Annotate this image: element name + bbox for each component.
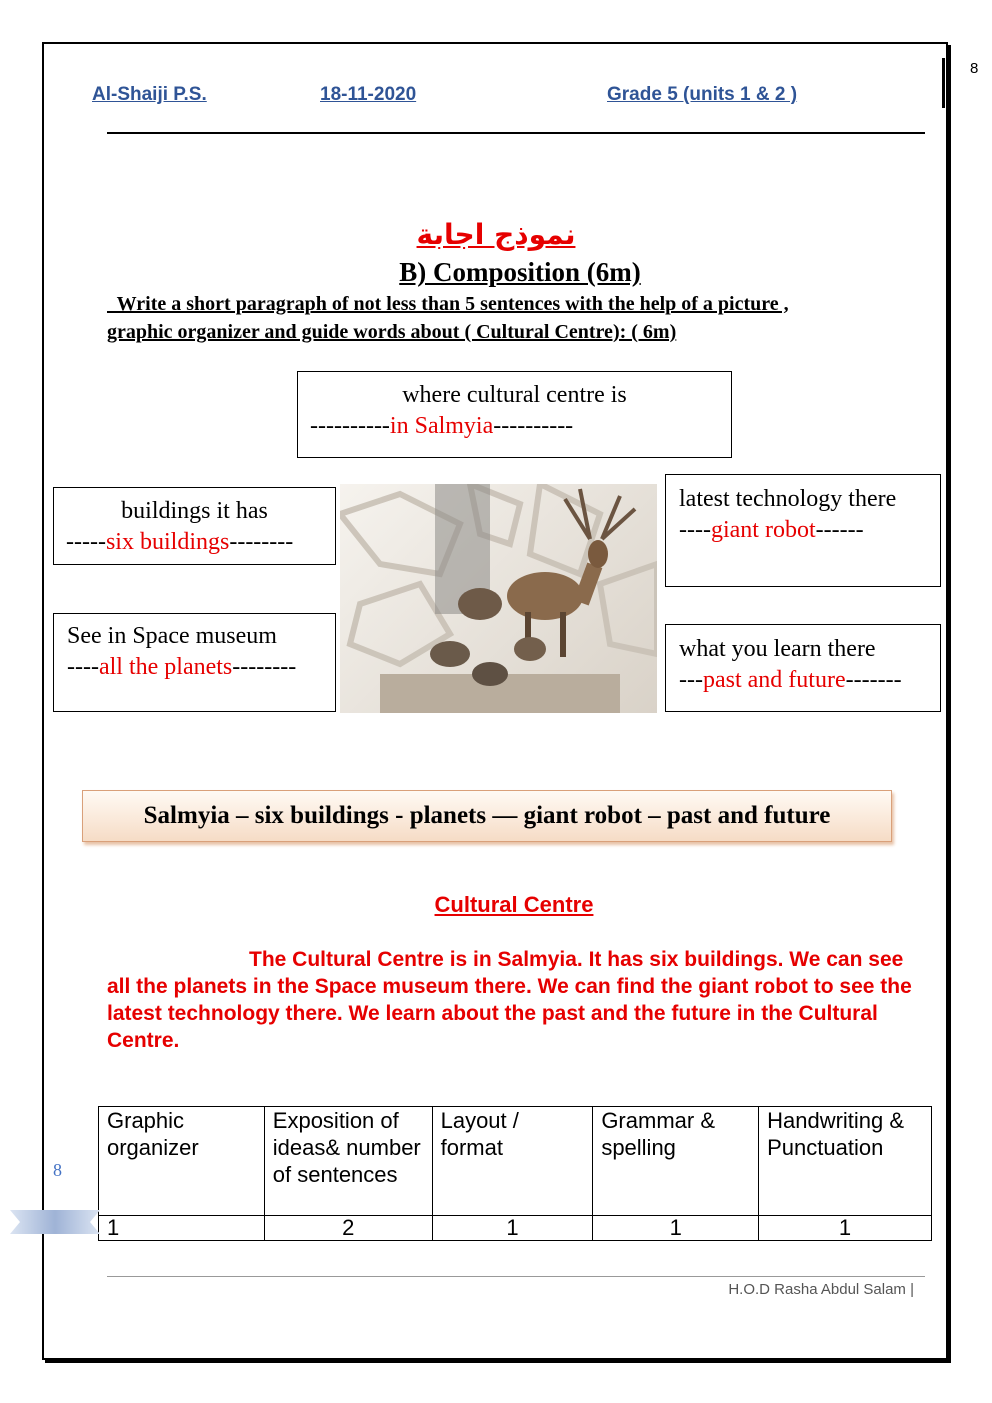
organizer-answer-line — [54, 652, 335, 683]
organizer-answer: all the planets — [98, 654, 233, 680]
organizer-prompt: See in Space museum — [67, 623, 277, 649]
dash-prefix: ----- — [66, 529, 106, 555]
marks-table — [98, 1106, 932, 1241]
dash-prefix: ---------- — [310, 413, 390, 439]
organizer-answer: past and future — [702, 667, 846, 693]
dash-suffix: ------ — [815, 517, 864, 543]
side-page-number: 8 — [53, 1160, 62, 1180]
marks-value-cell: 1 — [432, 1216, 593, 1241]
organizer-prompt: latest technology there — [679, 486, 897, 512]
school-name: Al-Shaiji P.S. — [92, 84, 207, 105]
organizer-box-technology — [665, 474, 941, 587]
marks-header-row — [99, 1107, 932, 1216]
dash-suffix: -------- — [232, 654, 297, 680]
dash-suffix: -------- — [229, 529, 294, 555]
organizer-prompt: buildings it has — [121, 498, 268, 524]
guide-words-banner: Salmyia – six buildings - planets — giant robot – past and future — [82, 790, 892, 842]
organizer-box-learn — [665, 624, 941, 712]
page-ribbon-decoration — [10, 1206, 100, 1238]
answer-key-title: نموذج اجابة — [416, 218, 576, 251]
organizer-box-location — [297, 371, 732, 458]
organizer-answer-line — [298, 411, 731, 442]
organizer-answer-line — [666, 515, 940, 546]
organizer-answer: six buildings — [105, 529, 230, 555]
answer-title: Cultural Centre — [434, 892, 594, 917]
marks-values-row — [99, 1216, 932, 1241]
dash-prefix: --- — [679, 667, 703, 693]
marks-value-cell: 1 — [593, 1216, 759, 1241]
organizer-box-space-museum — [53, 613, 336, 712]
organizer-answer: in Salmyia — [389, 413, 494, 439]
organizer-prompt: where cultural centre is — [402, 382, 627, 408]
footer-author: H.O.D Rasha Abdul Salam | — [728, 1281, 914, 1298]
marks-header-cell: Exposition of ideas& number of sentences — [264, 1107, 432, 1216]
organizer-answer-line — [54, 527, 335, 558]
museum-animals-illustration — [340, 484, 657, 713]
marks-value-cell: 1 — [759, 1216, 932, 1241]
page-number-bar — [942, 58, 945, 108]
organizer-answer: giant robot — [710, 517, 816, 543]
marks-value-cell: 1 — [99, 1216, 265, 1241]
organizer-box-buildings — [53, 487, 336, 565]
composition-instruction — [107, 290, 927, 346]
dash-prefix: ---- — [679, 517, 711, 543]
marks-value-cell: 2 — [264, 1216, 432, 1241]
organizer-prompt: what you learn there — [679, 636, 876, 662]
answer-paragraph: The Cultural Centre is in Salmyia. It has six buildings. We can see all the planets in the Space museum there. We can find the giant robot to see the latest technology there. We learn about the past and the future in the Cultural Centre. — [107, 948, 912, 1052]
marks-header-cell: Layout / format — [432, 1107, 593, 1216]
museum-photo — [340, 484, 657, 713]
dash-suffix: ------- — [845, 667, 902, 693]
dash-prefix: ---- — [67, 654, 99, 680]
marks-header-cell: Graphic organizer — [99, 1107, 265, 1216]
dash-suffix: ---------- — [493, 413, 574, 439]
exam-date: 18-11-2020 — [320, 84, 417, 105]
marks-header-cell: Handwriting & Punctuation — [759, 1107, 932, 1216]
instruction-line-1: Write a short paragraph of not less than 5 sentences with the help of a picture , — [107, 293, 789, 315]
instruction-line-2: graphic organizer and guide words about ( Cultural Centre): ( 6m) — [107, 321, 677, 343]
page-number-top: 8 — [970, 60, 979, 77]
marks-header-cell: Grammar & spelling — [593, 1107, 759, 1216]
header-rule — [107, 132, 925, 134]
composition-title: B) Composition (6m) — [399, 257, 641, 287]
footer-rule — [107, 1276, 925, 1277]
organizer-answer-line — [666, 665, 940, 696]
grade-label: Grade 5 (units 1 & 2 ) — [607, 84, 798, 105]
